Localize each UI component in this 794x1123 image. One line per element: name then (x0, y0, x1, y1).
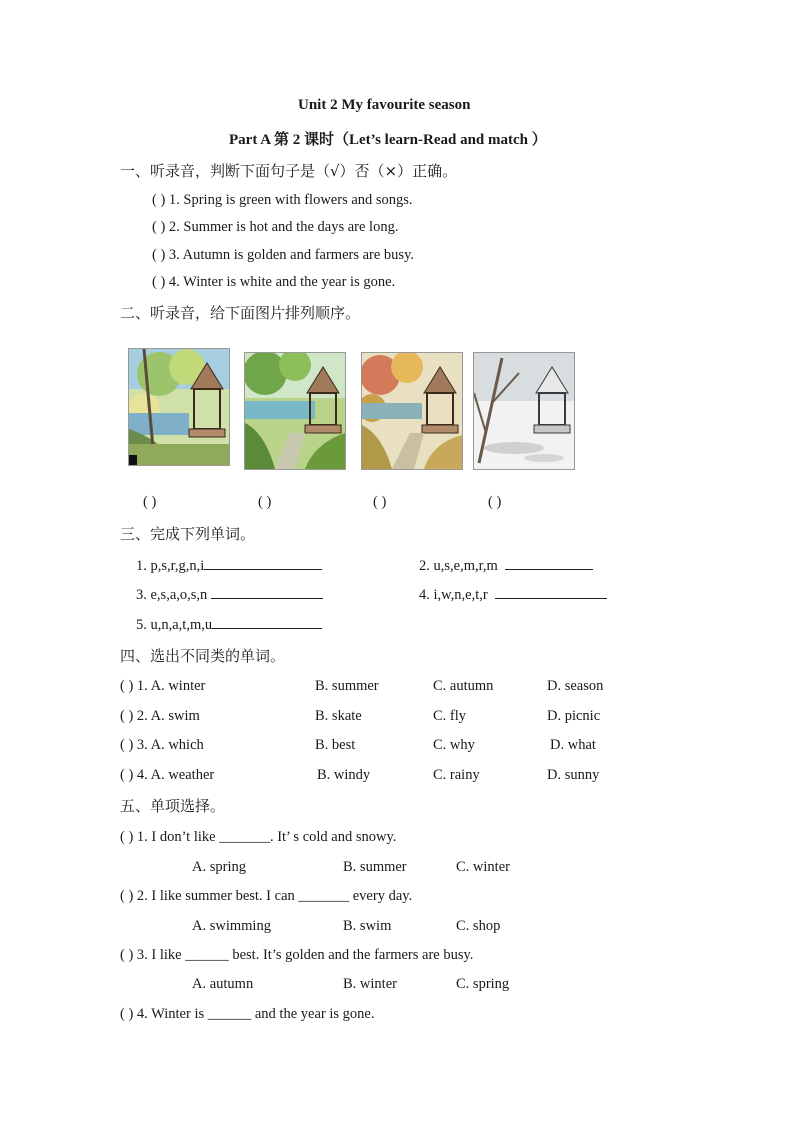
s2-bracket-1: ( ) (143, 494, 157, 510)
answer-line[interactable] (495, 586, 607, 599)
s3-item-4 (419, 586, 607, 604)
page-title: Unit 2 My favourite season (298, 97, 471, 113)
s5-q2-option-a: A. swimming (192, 918, 271, 934)
s4-q3-option-d: D. what (550, 737, 596, 753)
s5-q2-option-c: C. shop (456, 918, 501, 934)
s4-q1-option-c: C. autumn (433, 678, 494, 694)
s5-q3-option-a: A. autumn (192, 976, 254, 992)
s1-item-4: ( ) 4. Winter is white and the year is gone. (152, 274, 396, 290)
s4-q1: ( ) 1. A. winter (120, 678, 206, 694)
s5-q3-option-c: C. spring (456, 976, 510, 992)
s4-q2-option-c: C. fly (433, 708, 467, 724)
s1-item-1: ( ) 1. Spring is green with flowers and songs. (152, 192, 413, 208)
answer-line[interactable] (212, 616, 322, 629)
s5-q3-option-b: B. winter (343, 976, 397, 992)
autumn-gazebo-picture (361, 352, 463, 470)
section-5-heading: 五、单项选择。 (120, 797, 226, 815)
s4-q3-option-b: B. best (315, 737, 356, 753)
s1-item-3: ( ) 3. Autumn is golden and farmers are busy. (152, 247, 415, 263)
s4-q1-option-b: B. summer (315, 678, 379, 694)
s3-item-2 (419, 557, 593, 575)
s3-item-1-letters: 1. p,s,r,g,n,i (136, 558, 205, 574)
answer-line[interactable] (211, 586, 323, 599)
s4-q1-option-d: D. season (547, 678, 604, 694)
section-3-heading: 三、完成下列单词。 (120, 525, 256, 543)
s3-item-5 (136, 616, 322, 634)
spring-gazebo-picture (128, 348, 230, 466)
s4-q2: ( ) 2. A. swim (120, 708, 200, 724)
answer-line[interactable] (505, 557, 593, 570)
s5-q1-option-c: C. winter (456, 859, 510, 875)
section-4-heading: 四、选出不同类的单词。 (120, 647, 286, 665)
s4-q4-option-b: B. windy (317, 767, 371, 783)
s4-q4-option-d: D. sunny (547, 767, 600, 783)
s4-q4: ( ) 4. A. weather (120, 767, 215, 783)
s4-q3: ( ) 3. A. which (120, 737, 204, 753)
s3-item-1 (136, 557, 322, 575)
s3-item-4-letters: 4. i,w,n,e,t,r (419, 587, 488, 603)
s5-q3: ( ) 3. I like ______ best. It’s golden and the farmers are busy. (120, 947, 474, 963)
section-2-heading: 二、听录音，给下面图片排列顺序。 (120, 304, 361, 322)
summer-gazebo-picture (244, 352, 346, 470)
s5-q1: ( ) 1. I don’t like _______. It’ s cold and snowy. (120, 829, 397, 845)
s4-q2-option-b: B. skate (315, 708, 362, 724)
s3-item-3-letters: 3. e,s,a,o,s,n (136, 587, 208, 603)
winter-gazebo-picture (473, 352, 575, 470)
s2-bracket-4: ( ) (488, 494, 502, 510)
s2-bracket-3: ( ) (373, 494, 387, 510)
section-1-heading: 一、听录音，判断下面句子是（√）否（×）正确。 (120, 162, 458, 180)
s3-item-3 (136, 586, 323, 604)
s3-item-5-letters: 5. u,n,a,t,m,u (136, 617, 213, 633)
s5-q1-option-b: B. summer (343, 859, 407, 875)
s3-item-2-letters: 2. u,s,e,m,r,m (419, 558, 498, 574)
s5-q4: ( ) 4. Winter is ______ and the year is gone. (120, 1006, 375, 1022)
s4-q2-option-d: D. picnic (547, 708, 601, 724)
answer-line[interactable] (204, 557, 322, 570)
s4-q4-option-c: C. rainy (433, 767, 480, 783)
page-subtitle: Part A 第 2 课时（Let’s learn-Read and match ） (229, 132, 547, 148)
s5-q1-option-a: A. spring (192, 859, 246, 875)
s2-bracket-2: ( ) (258, 494, 272, 510)
s5-q2-option-b: B. swim (343, 918, 392, 934)
s1-item-2: ( ) 2. Summer is hot and the days are long. (152, 219, 399, 235)
s4-q3-option-c: C. why (433, 737, 475, 753)
s5-q2: ( ) 2. I like summer best. I can _______ every day. (120, 888, 413, 904)
